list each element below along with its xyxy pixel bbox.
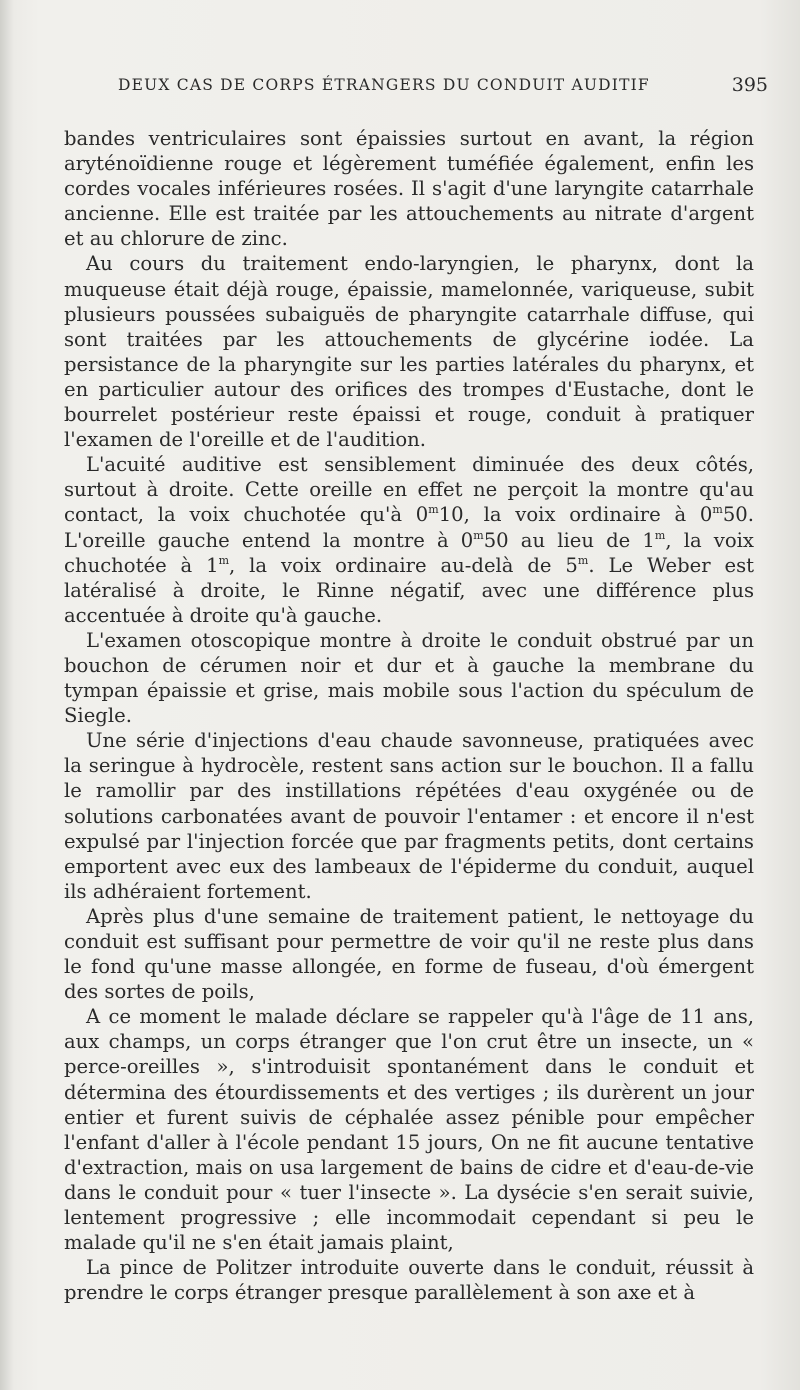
paragraph-3-text-d: 50 au lieu de 1 — [483, 528, 655, 552]
paragraph-2: Au cours du traitement endo-laryngien, le pharynx, dont la muqueuse était déjà rouge, épaissie, mamelonnée, variqueuse, subit plusieurs poussées subaiguës de pharyngite catarrhale diffuse, qui sont traitées par les attouchements de glycérine iodée. La persistance de la pharyngite sur les parties latérales du pharynx, et en particulier autour des orifices des trompes d'Eustache, dont le bourrelet postérieur reste épaissi et rouge, conduit à pratiquer l'examen de l'oreille et de l'audition. — [64, 252, 754, 452]
paragraph-1: bandes ventriculaires sont épaissies surtout en avant, la région aryténoïdienne rouge et légèrement tuméfiée également, enfin les cordes vocales inférieures rosées. Il s'agit d'une laryngite catarrhale ancienne. Elle est traitée par les attouchements au nitrate d'argent et au chlorure de zinc. — [64, 127, 754, 251]
paragraph-8: La pince de Politzer introduite ouverte dans le conduit, réussit à prendre le corps étranger presque parallèlement à son axe et à — [64, 1256, 754, 1305]
paragraph-3-text-c: 50. L'oreille gauche entend la montre à 0 — [64, 503, 754, 552]
paragraph-3-text-f: , la voix ordinaire au-delà de 5 — [229, 553, 578, 577]
paragraph-3-text-g: . Le Weber est latéralisé à droite, le Rinne négatif, avec une différence plus accentuée à droite qu'à gauche. — [64, 553, 755, 627]
paragraph-5: Une série d'injections d'eau chaude savonneuse, pratiquées avec la seringue à hydrocèle, restent sans action sur le bouchon. Il a fallu le ramollir par des instillations répétées d'eau oxygénée ou de solutions carbonatées avant de pouvoir l'entamer : et encore il n'est expulsé par l'injection forcée que par fragments petits, dont certains emportent avec eux des lambeaux de l'épiderme du conduit, auquel ils adhéraient fortement. — [64, 729, 754, 903]
unit-metre-sup-5: m — [218, 553, 230, 567]
unit-metre-sup-2: m — [712, 503, 723, 517]
paragraph-7: A ce moment le malade déclare se rappeler qu'à l'âge de 11 ans, aux champs, un corps étranger que l'on crut être un insecte, un « perce-oreilles », s'introduisit spontanément dans le conduit et détermina des étourdissements et des vertiges ; ils durèrent un jour entier et furent suivis de céphalée assez pénible pour empêcher l'enfant d'aller à l'école pendant 15 jours, On ne fit aucune tentative d'extraction, mais on usa largement de bains de cidre et d'eau-de-vie dans le conduit pour « tuer l'insecte ». La dysécie s'en serait suivie, lentement progressive ; elle incommodait cependant si peu le malade qu'il ne s'en était jamais plaint, — [64, 1005, 754, 1255]
running-title: DEUX CAS DE CORPS ÉTRANGERS DU CONDUIT AUDITIF — [118, 76, 650, 94]
paragraph-3-text-b: 10, la voix ordinaire à 0 — [438, 503, 713, 527]
unit-metre-sup-6: m — [577, 553, 589, 567]
unit-metre-sup-4: m — [654, 528, 666, 542]
page-number: 395 — [731, 74, 768, 96]
unit-metre-sup-1: m — [428, 503, 439, 517]
paragraph-3-text-e: , la voix chuchotée à 1 — [64, 528, 754, 577]
running-header — [118, 76, 768, 94]
paragraph-3-text-a: L'acuité auditive est sensiblement diminuée des deux côtés, surtout à droite. Cette oreille en effet ne perçoit la montre qu'au contact, la voix chuchotée qu'à 0 — [64, 453, 754, 527]
paragraph-3 — [64, 452, 754, 628]
body-text — [64, 126, 754, 1305]
paragraph-4: L'examen otoscopique montre à droite le conduit obstrué par un bouchon de cérumen noir et dur et à gauche la membrane du tympan épaissie et grise, mais mobile sous l'action du spéculum de Siegle. — [64, 628, 754, 728]
unit-metre-sup-3: m — [473, 528, 484, 542]
paragraph-6: Après plus d'une semaine de traitement patient, le nettoyage du conduit est suffisant pour permettre de voir qu'il ne reste plus dans le fond qu'une masse allongée, en forme de fuseau, d'où émergent des sortes de poils, — [64, 904, 754, 1004]
